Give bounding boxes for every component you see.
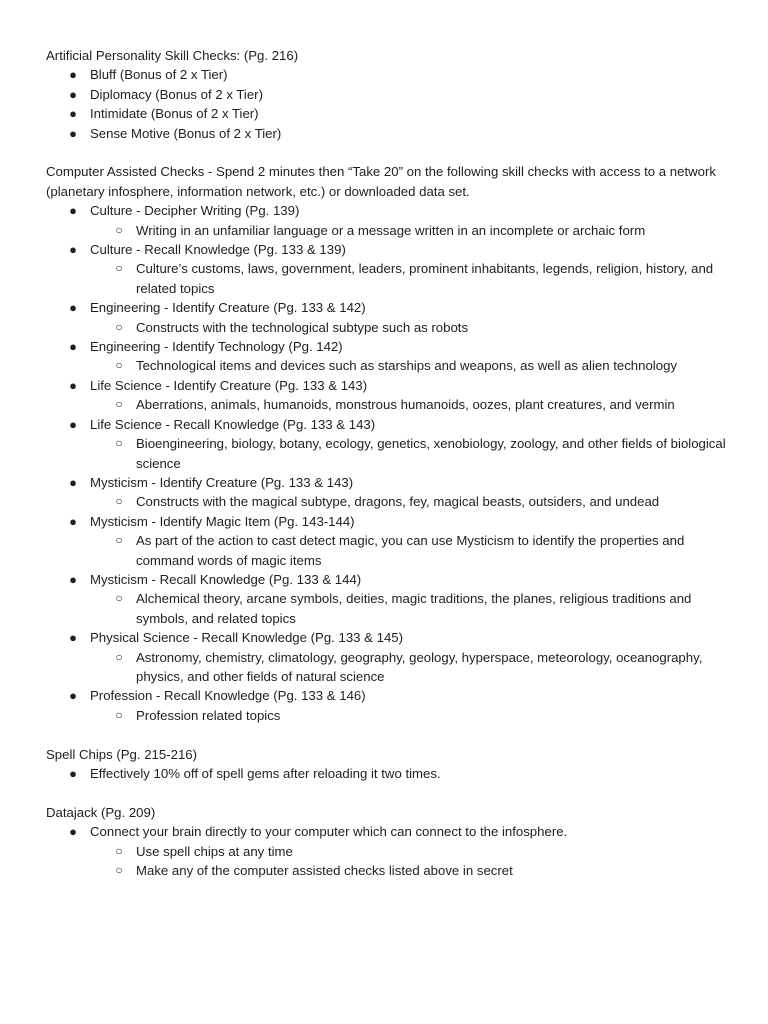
list-item <box>46 65 726 84</box>
list-item <box>46 415 726 473</box>
sub-list <box>90 356 726 375</box>
sub-list-item-text: Bioengineering, biology, botany, ecology, genetics, xenobiology, zoology, and other fields of biological science <box>136 436 726 471</box>
circle-bullet-icon: ○ <box>115 843 123 858</box>
bullet-icon: ● <box>69 106 77 122</box>
sub-list <box>90 706 726 725</box>
list-item-text: Mysticism - Identify Creature (Pg. 133 & 143) <box>90 474 354 490</box>
section-datajack <box>46 803 726 881</box>
circle-bullet-icon: ○ <box>115 358 123 373</box>
section-artificial-personality <box>46 46 726 143</box>
list-item <box>46 822 726 880</box>
section-heading: Datajack (Pg. 209) <box>46 804 156 820</box>
sub-list-item <box>46 356 726 375</box>
list-item <box>46 376 726 415</box>
sub-list-item <box>46 221 726 240</box>
circle-bullet-icon: ○ <box>115 261 123 276</box>
sub-list <box>90 842 726 881</box>
section-heading: Artificial Personality Skill Checks: (Pg. 216) <box>46 48 299 63</box>
list-item-text: Intimidate (Bonus of 2 x Tier) <box>90 106 259 122</box>
sub-list-item-text: As part of the action to cast detect magic, you can use Mysticism to identify the properties and command words of magic items <box>136 533 685 568</box>
list-item-text: Physical Science - Recall Knowledge (Pg. 133 & 145) <box>90 630 404 646</box>
sub-list-item-text: Use spell chips at any time <box>136 843 293 859</box>
list-item <box>46 628 726 686</box>
sub-list-item-text: Make any of the computer assisted checks listed above in secret <box>136 863 513 879</box>
list-item-text: Profession - Recall Knowledge (Pg. 133 & 146) <box>90 688 366 704</box>
circle-bullet-icon: ○ <box>115 436 123 451</box>
bullet-icon: ● <box>69 86 77 102</box>
bullet-icon: ● <box>69 824 77 840</box>
section-heading: Spell Chips (Pg. 215-216) <box>46 746 198 762</box>
circle-bullet-icon: ○ <box>115 707 123 722</box>
circle-bullet-icon: ○ <box>115 863 123 878</box>
sub-list-item-text: Alchemical theory, arcane symbols, deities, magic traditions, the planes, religious traditions and symbols, and related topics <box>136 591 692 626</box>
list-item <box>46 85 726 104</box>
bullet-list <box>46 201 726 725</box>
sub-list <box>90 434 726 473</box>
list-item-text: Culture - Decipher Writing (Pg. 139) <box>90 203 300 219</box>
sub-list-item <box>46 259 726 298</box>
sub-list-item-text: Profession related topics <box>136 707 281 723</box>
bullet-icon: ● <box>69 688 77 704</box>
sub-list-item <box>46 589 726 628</box>
sub-list <box>90 395 726 414</box>
circle-bullet-icon: ○ <box>115 222 123 237</box>
sub-list-item <box>46 861 726 880</box>
bullet-icon: ● <box>69 377 77 393</box>
bullet-icon: ● <box>69 766 77 781</box>
list-item <box>46 201 726 240</box>
section-computer-assisted-checks <box>46 162 726 725</box>
sub-list <box>90 492 726 511</box>
list-item <box>46 570 726 628</box>
list-item-text: Life Science - Identify Creature (Pg. 133 & 143) <box>90 377 368 393</box>
sub-list-item <box>46 434 726 473</box>
sub-list-item <box>46 842 726 861</box>
sub-list-item-text: Culture’s customs, laws, government, leaders, prominent inhabitants, legends, religion, history, and related topics <box>136 261 714 296</box>
list-item <box>46 124 726 143</box>
sub-list-item <box>46 531 726 570</box>
sub-list-item <box>46 395 726 414</box>
bullet-icon: ● <box>69 203 77 219</box>
list-item <box>46 686 726 725</box>
bullet-icon: ● <box>69 630 77 646</box>
circle-bullet-icon: ○ <box>115 591 123 606</box>
list-item-text: Culture - Recall Knowledge (Pg. 133 & 139) <box>90 242 346 258</box>
list-item <box>46 104 726 123</box>
list-item <box>46 512 726 570</box>
sub-list <box>90 259 726 298</box>
circle-bullet-icon: ○ <box>115 397 123 412</box>
sub-list-item-text: Writing in an unfamiliar language or a message written in an incomplete or archaic form <box>136 222 646 238</box>
bullet-list <box>46 764 726 783</box>
list-item-text: Sense Motive (Bonus of 2 x Tier) <box>90 125 282 141</box>
sub-list-item-text: Astronomy, chemistry, climatology, geography, geology, hyperspace, meteorology, oceanography, physics, and other fields of natural science <box>136 649 703 684</box>
sub-list <box>90 221 726 240</box>
sub-list <box>90 531 726 570</box>
bullet-icon: ● <box>69 67 77 83</box>
circle-bullet-icon: ○ <box>115 649 123 664</box>
circle-bullet-icon: ○ <box>115 319 123 334</box>
section-heading: Computer Assisted Checks - Spend 2 minutes then “Take 20” on the following skill checks with access to a network (planetary infosphere, information network, etc.) or downloaded data set. <box>46 164 716 199</box>
list-item <box>46 764 726 783</box>
sub-list-item-text: Aberrations, animals, humanoids, monstrous humanoids, oozes, plant creatures, and vermin <box>136 397 675 413</box>
bullet-icon: ● <box>69 571 77 587</box>
sub-list <box>90 318 726 337</box>
list-item-text: Engineering - Identify Creature (Pg. 133 & 142) <box>90 300 366 316</box>
bullet-icon: ● <box>69 339 77 355</box>
sub-list-item <box>46 706 726 725</box>
sub-list-item-text: Constructs with the technological subtype such as robots <box>136 319 469 335</box>
list-item-text: Effectively 10% off of spell gems after reloading it two times. <box>90 766 441 781</box>
list-item <box>46 240 726 298</box>
sub-list-item <box>46 318 726 337</box>
sub-list <box>90 648 726 687</box>
list-item <box>46 298 726 337</box>
circle-bullet-icon: ○ <box>115 494 123 509</box>
sub-list-item <box>46 492 726 511</box>
section-spell-chips <box>46 745 726 784</box>
list-item-text: Engineering - Identify Technology (Pg. 142) <box>90 339 343 355</box>
document-page <box>46 46 726 900</box>
list-item-text: Mysticism - Recall Knowledge (Pg. 133 & 144) <box>90 571 362 587</box>
circle-bullet-icon: ○ <box>115 533 123 548</box>
bullet-icon: ● <box>69 242 77 258</box>
sub-list-item-text: Constructs with the magical subtype, dragons, fey, magical beasts, outsiders, and undead <box>136 494 660 510</box>
list-item-text: Life Science - Recall Knowledge (Pg. 133 & 143) <box>90 416 376 432</box>
bullet-list <box>46 65 726 143</box>
bullet-icon: ● <box>69 125 77 141</box>
bullet-icon: ● <box>69 474 77 490</box>
list-item <box>46 337 726 376</box>
bullet-icon: ● <box>69 513 77 529</box>
list-item-text: Bluff (Bonus of 2 x Tier) <box>90 67 228 83</box>
sub-list <box>90 589 726 628</box>
sub-list-item <box>46 648 726 687</box>
list-item-text: Diplomacy (Bonus of 2 x Tier) <box>90 86 263 102</box>
bullet-icon: ● <box>69 300 77 316</box>
sub-list-item-text: Technological items and devices such as starships and weapons, as well as alien technology <box>136 358 677 374</box>
bullet-list <box>46 822 726 880</box>
list-item-text: Connect your brain directly to your computer which can connect to the infosphere. <box>90 824 568 840</box>
bullet-icon: ● <box>69 416 77 432</box>
list-item <box>46 473 726 512</box>
list-item-text: Mysticism - Identify Magic Item (Pg. 143-144) <box>90 513 355 529</box>
